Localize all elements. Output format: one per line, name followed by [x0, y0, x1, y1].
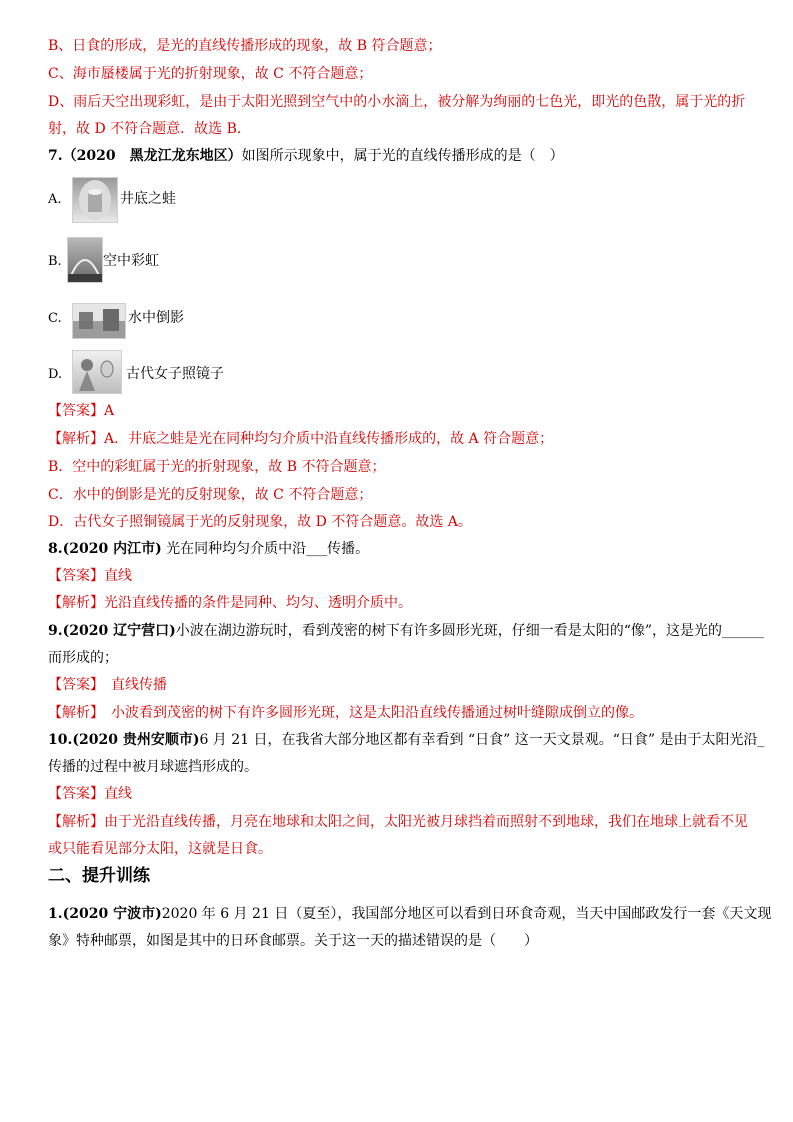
q7-analysis-a: 【解析】A．井底之蛙是光在同种均匀介质中沿直线传播形成的，故 A 符合题意； [48, 431, 554, 447]
option-c-letter: C. [48, 311, 62, 326]
option-b-letter: B. [48, 254, 62, 269]
mirror-woman-image [72, 350, 122, 394]
question-8 [48, 539, 369, 559]
question-7 [48, 146, 564, 166]
question-9 [48, 621, 764, 641]
question-stem: 2020 年 6 月 21 日（夏至），我国部分地区可以看到日环食奇观，当天中国邮政发行一套《天文现 [161, 906, 772, 922]
question-stem: 光在同种均匀介质中沿___传播。 [166, 541, 370, 557]
analysis-line-b: B、日食的形成，是光的直线传播形成的现象，故 B 符合题意； [48, 38, 442, 54]
analysis-line-d-cont: 射，故 D 不符合题意．故选 B． [48, 121, 251, 137]
question-number: 8. [48, 541, 63, 557]
q7-answer: 【答案】A [48, 403, 115, 419]
section-heading: 二、提升训练 [48, 866, 150, 886]
question-stem: 如图所示现象中，属于光的直线传播形成的是（ ） [241, 148, 564, 164]
option-b-text: 空中彩虹 [103, 253, 159, 269]
analysis-line-d: D、雨后天空出现彩虹，是由于太阳光照到空气中的小水滴上，被分解为绚丽的七色光，即光的色散，属于光的折 [48, 94, 746, 110]
question-stem: 6 月 21 日，在我省大部分地区都有幸看到 “日食” 这一天文景观。“日食” 是由于太阳光沿_ [199, 732, 765, 748]
question-number: 10. [48, 732, 73, 748]
analysis-line-c: C、海市蜃楼属于光的折射现象，故 C 不符合题意； [48, 66, 373, 82]
question-2-1 [48, 904, 771, 924]
question-number: 7. [48, 148, 63, 164]
reflection-image [72, 303, 126, 339]
q8-answer: 【答案】直线 [48, 568, 132, 584]
q10-answer: 【答案】直线 [48, 786, 132, 802]
q8-analysis: 【解析】光沿直线传播的条件是同种、均匀、透明介质中。 [48, 595, 412, 611]
q9-analysis: 【解析】 小波看到茂密的树下有许多圆形光斑，这是太阳沿直线传播通过树叶缝隙成倒立的像。 [48, 705, 643, 721]
option-d-text: 古代女子照镜子 [126, 366, 224, 382]
question-10-cont: 传播的过程中被月球遮挡形成的。 [48, 759, 258, 775]
question-9-cont: 而形成的； [48, 650, 118, 666]
q9-answer: 【答案】 直线传播 [48, 677, 167, 693]
q7-analysis-d: D．古代女子照铜镜属于光的反射现象，故 D 不符合题意。故选 A。 [48, 514, 472, 530]
question-source: (2020 贵州安顺市) [72, 732, 200, 748]
question-number: 9. [48, 623, 63, 639]
question-source: (2020 内江市) [62, 541, 162, 557]
q10-analysis-cont: 或只能看见部分太阳，这就是日食。 [48, 841, 272, 857]
q7-analysis-c: C．水中的倒影是光的反射现象，故 C 不符合题意； [48, 487, 373, 503]
option-c-text: 水中倒影 [128, 310, 184, 326]
q10-analysis: 【解析】由于光沿直线传播，月亮在地球和太阳之间，太阳光被月球挡着而照射不到地球，我们在地球上就看不见 [48, 814, 748, 830]
option-a-text: 井底之蛙 [120, 191, 176, 207]
question-number: 1. [48, 906, 63, 922]
option-a-letter: A. [48, 192, 62, 207]
question-2-1-cont: 象》特种邮票，如图是其中的日环食邮票。关于这一天的描述错误的是（ ） [48, 933, 538, 949]
rainbow-image [67, 237, 103, 283]
well-frog-image [72, 177, 118, 223]
q7-analysis-b: B．空中的彩虹属于光的折射现象，故 B 不符合题意； [48, 459, 386, 475]
question-10 [48, 730, 765, 750]
question-source: （2020 黑龙江龙东地区） [62, 148, 242, 164]
question-source: (2020 辽宁营口) [62, 623, 176, 639]
option-d-letter: D. [48, 367, 63, 382]
question-source: (2020 宁波市) [62, 906, 162, 922]
question-stem: 小波在湖边游玩时，看到茂密的树下有许多圆形光斑，仔细一看是太阳的“像”，这是光的______ [175, 623, 765, 639]
